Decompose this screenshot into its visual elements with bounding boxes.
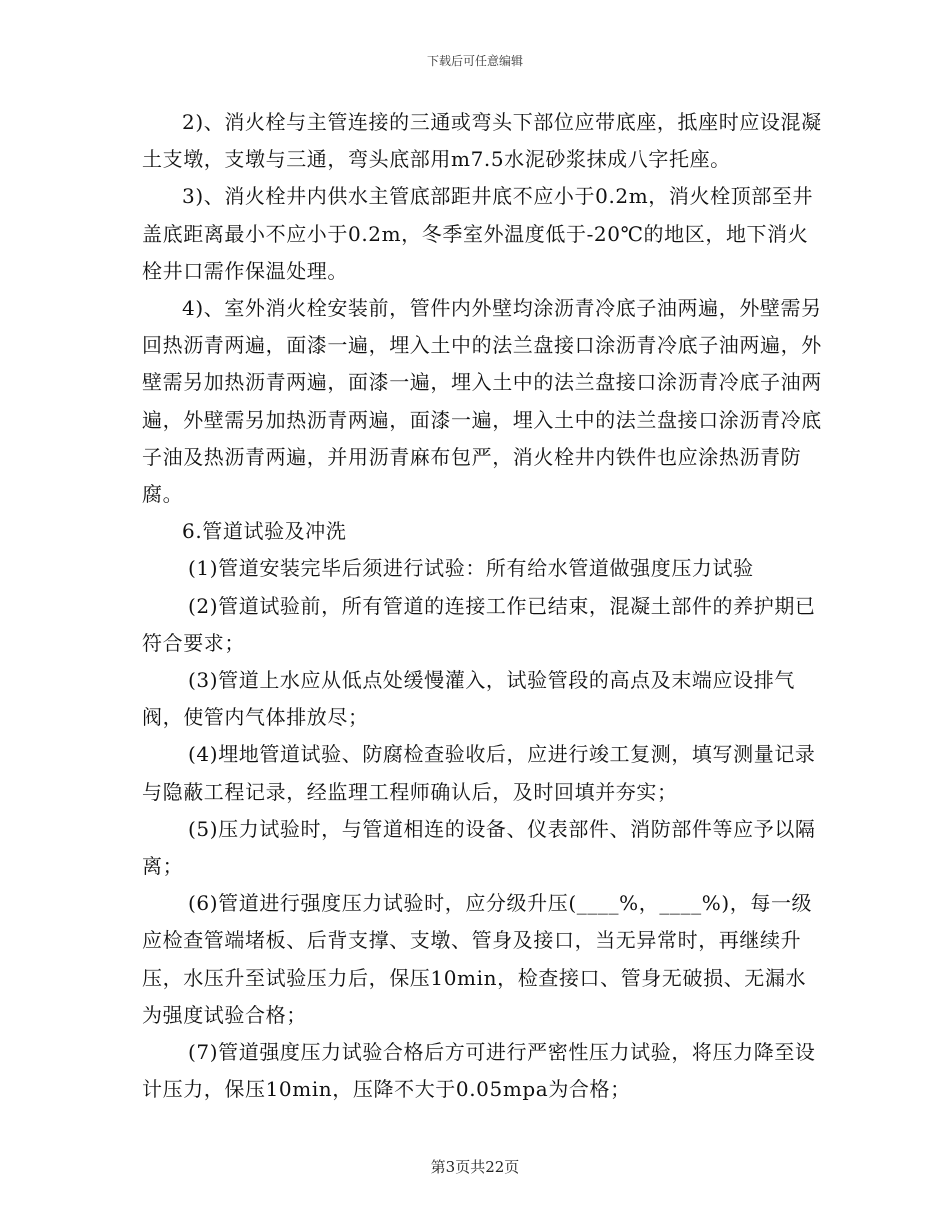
list-item-2: (2)管道试验前，所有管道的连接工作已结束，混凝土部件的养护期已符合要求； bbox=[142, 593, 816, 655]
list-item-4: (4)埋地管道试验、防腐检查验收后，应进行竣工复测，填写测量记录与隐蔽工程记录，经监理工程师确认后，及时回填并夯实； bbox=[142, 742, 816, 804]
document-body bbox=[142, 104, 822, 1108]
paragraph-2: 2)、消火栓与主管连接的三通或弯头下部位应带底座，抵座时应设混凝土支墩，支墩与三通，弯头底部用m7.5水泥砂浆抹成八字托座。 bbox=[142, 110, 822, 172]
list-item-5: (5)压力试验时，与管道相连的设备、仪表部件、消防部件等应予以隔离； bbox=[142, 816, 816, 879]
section-heading-6: 6.管道试验及冲洗 bbox=[182, 519, 347, 544]
page-footer: 第3页共22页 bbox=[430, 1158, 520, 1176]
list-item-7: (7)管道强度压力试验合格后方可进行严密性压力试验，将压力降至设计压力，保压10min，压降不大于0.05mpa为合格； bbox=[142, 1040, 816, 1102]
list-item-6: (6)管道进行强度压力试验时，应分级升压(____%，____%)，每一级应检查管端堵板、后背支撑、支墩、管身及接口，当无异常时，再继续升压，水压升至试验压力后，保压10min，检查接口、管身无破损、无漏水为强度试验合格； bbox=[142, 891, 813, 1027]
paragraph-3: 3)、消火栓井内供水主管底部距井底不应小于0.2m，消火栓顶部至井盖底距离最小不应小于0.2m，冬季室外温度低于-20℃的地区，地下消火栓井口需作保温处理。 bbox=[142, 184, 814, 283]
paragraph-4: 4)、室外消火栓安装前，管件内外壁均涂沥青冷底子油两遍，外壁需另回热沥青两遍，面漆一遍，埋入土中的法兰盘接口涂沥青冷底子油两遍，外壁需另加热沥青两遍，面漆一遍，埋入土中的法兰盘接口涂沥青冷底子油两遍，外壁需另加热沥青两遍，面漆一遍，埋入土中的法兰盘接口涂沥青冷底子油及热沥青两遍，并用沥青麻布包严，消火栓井内铁件也应涂热沥青防腐。 bbox=[142, 296, 822, 507]
list-item-1: (1)管道安装完毕后须进行试验：所有给水管道做强度压力试验 bbox=[188, 556, 754, 581]
list-item-3: (3)管道上水应从低点处缓慢灌入，试验管段的高点及末端应设排气阀，使管内气体排放尽； bbox=[142, 668, 795, 730]
page-header: 下载后可任意编辑 bbox=[426, 54, 523, 68]
